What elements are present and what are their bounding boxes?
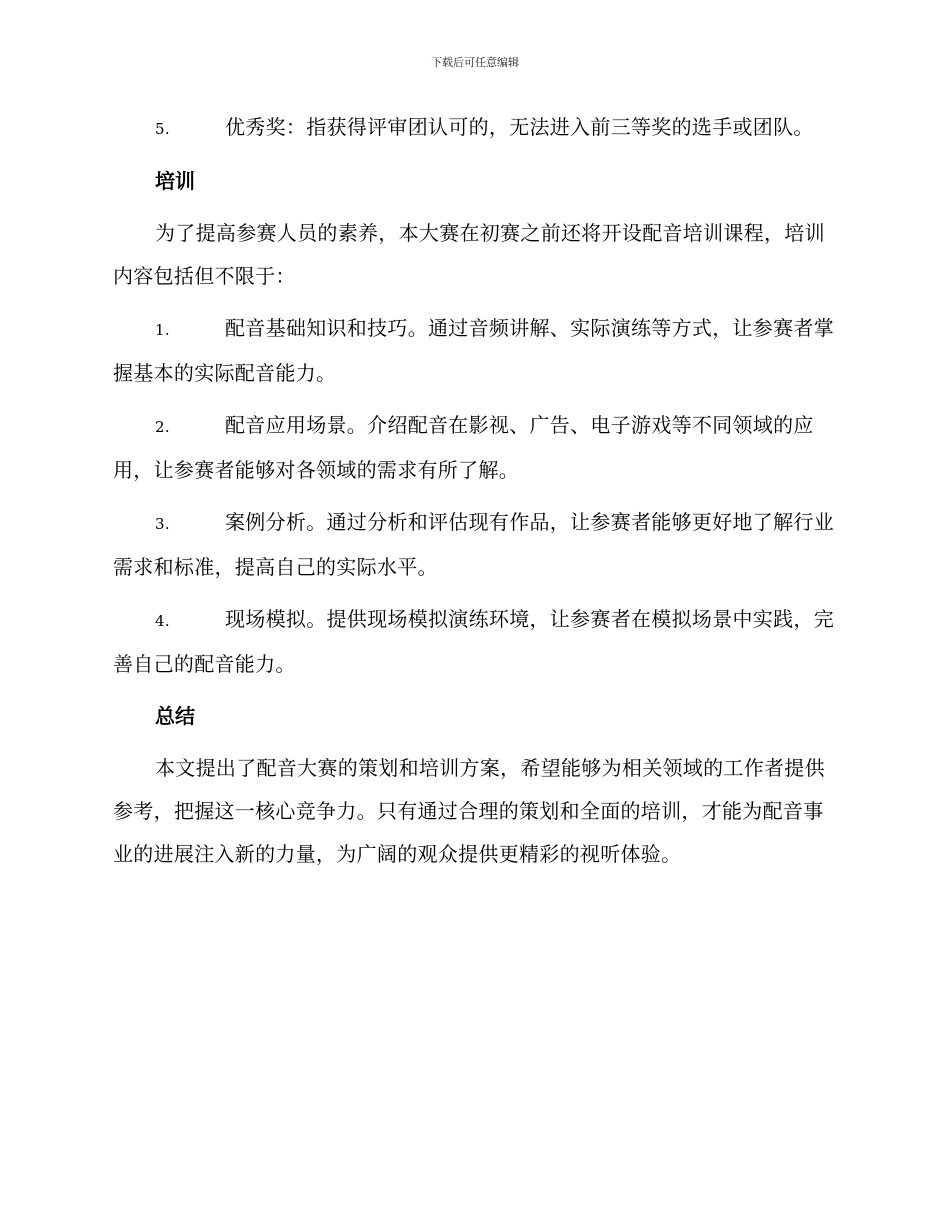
list-number: 2.: [155, 418, 170, 436]
summary-heading: 总结: [155, 704, 195, 728]
award-item-5: [113, 106, 838, 151]
list-number: 4.: [155, 612, 170, 630]
summary-text: 本文提出了配音大赛的策划和培训方案，希望能够为相关领域的工作者提供参考，把握这一核心竞争力。只有通过合理的策划和全面的培训，才能为配音事业的进展注入新的力量，为广阔的观众提供更精彩的视听体验。: [113, 756, 825, 866]
page-header: 下载后可任意编辑: [431, 56, 519, 69]
training-item-1: [113, 307, 838, 395]
list-number: 3.: [155, 515, 170, 533]
training-heading: 培训: [155, 169, 195, 193]
list-text: 配音应用场景。介绍配音在影视、广告、电子游戏等不同领域的应用，让参赛者能够对各领域的需求有所了解。: [113, 413, 814, 482]
list-text: 现场模拟。提供现场模拟演练环境，让参赛者在模拟场景中实践，完善自己的配音能力。: [113, 607, 834, 676]
training-item-2: [113, 404, 838, 492]
list-text: 配音基础知识和技巧。通过音频讲解、实际演练等方式，让参赛者掌握基本的实际配音能力。: [113, 316, 834, 385]
document-body: [113, 106, 838, 885]
list-text: 案例分析。通过分析和评估现有作品，让参赛者能够更好地了解行业需求和标准，提高自己的实际水平。: [113, 510, 834, 579]
training-item-4: [113, 598, 838, 686]
training-item-3: [113, 501, 838, 589]
list-number: 1.: [155, 321, 170, 339]
training-intro: 为了提高参赛人员的素养，本大赛在初赛之前还将开设配音培训课程，培训内容包括但不限于：: [113, 221, 825, 288]
list-text: 优秀奖：指获得评审团认可的，无法进入前三等奖的选手或团队。: [225, 115, 814, 139]
list-number: 5.: [155, 120, 170, 138]
